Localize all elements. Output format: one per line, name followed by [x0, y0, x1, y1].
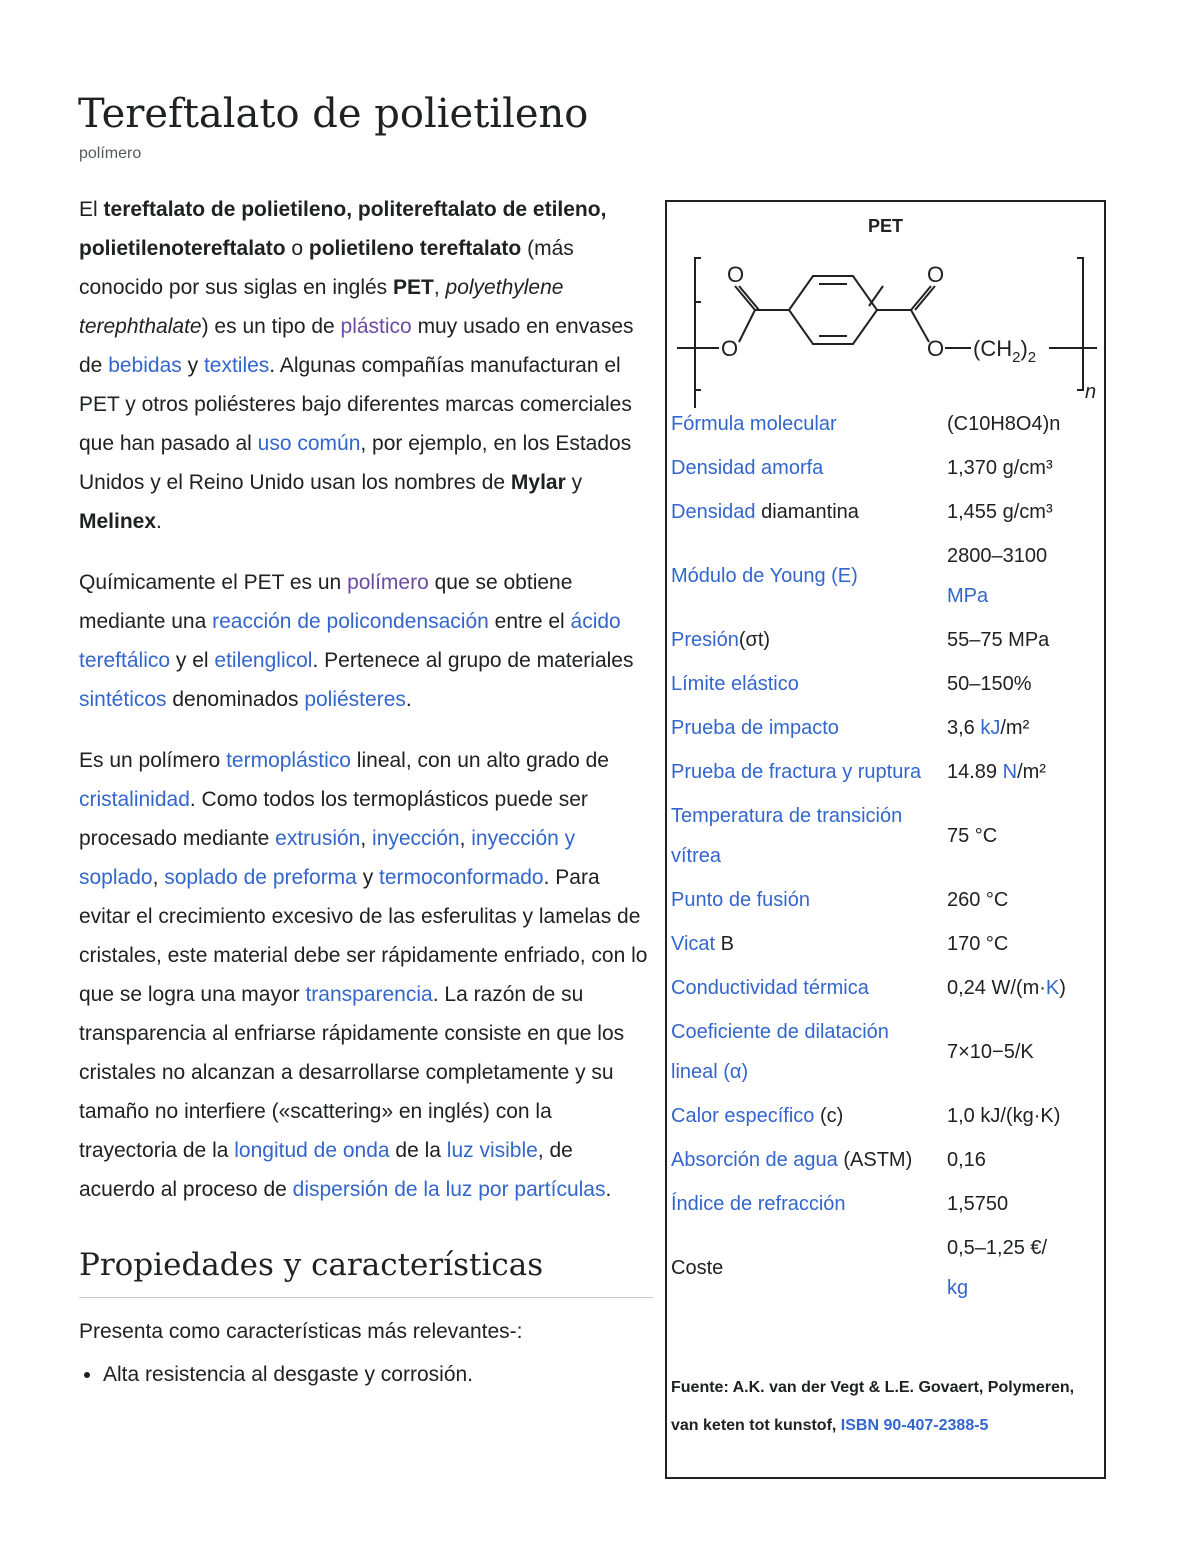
oxygen-top-right: O — [927, 262, 945, 287]
property-value: 50–150% — [947, 673, 1032, 695]
link-luz-visible[interactable]: luz visible — [446, 1139, 538, 1162]
property-row — [671, 706, 1101, 750]
link-cristalinidad[interactable]: cristalinidad — [79, 788, 190, 811]
page-subtitle: polímero — [79, 145, 142, 162]
link-bebidas[interactable]: bebidas — [108, 354, 182, 377]
oxygen-right: O — [927, 336, 945, 361]
link-inyeccion[interactable]: inyección — [372, 827, 460, 850]
property-row — [671, 966, 1101, 1010]
right-bracket — [1077, 258, 1083, 390]
property-label-link[interactable]: Calor específico — [671, 1105, 815, 1127]
property-label-link[interactable]: Límite elástico — [671, 673, 799, 695]
property-label — [671, 662, 947, 706]
property-row — [671, 1182, 1101, 1226]
properties-list — [79, 1355, 653, 1394]
link-reaccion-policondensacion[interactable]: reacción de policondensación — [212, 610, 489, 633]
property-value: 2800–3100 MPa — [947, 545, 1048, 607]
property-label — [671, 1010, 947, 1094]
pet-structure-diagram — [677, 248, 1097, 408]
intro-paragraph-3: Es un polímero termoplástico lineal, con un alto grado de cristalinidad. Como todos los termoplásticos puede ser procesado mediante extrusión, inyección, inyección y soplado, soplado de preforma y termoconformado. Para evitar el crecimiento excesivo de las esferulitas y lamelas de cristales, este material debe ser rápidamente enfriado, con lo que se logra una mayor transparencia. La razón de su transparencia al enfriarse rápidamente consiste en que los cristales no alcanzan a desarrollarse completamente y su tamaño no interfiere («scattering» en inglés) con la trayectoria de la longitud de onda de la luz visible, de acuerdo al proceso de dispersión de la luz por partículas. — [79, 749, 648, 1201]
ethylene-group: $(CH_2)_2$ — [973, 336, 1037, 366]
link-plastico[interactable]: plástico — [340, 315, 412, 338]
link-termoconformado[interactable]: termoconformado — [379, 866, 544, 889]
property-value: 1,455 g/cm³ — [947, 501, 1053, 523]
property-row — [671, 1010, 1101, 1094]
property-value-link[interactable]: kJ — [980, 717, 1001, 739]
property-value: 55–75 MPa — [947, 629, 1050, 651]
property-label: Calor específico (c) — [671, 1105, 844, 1127]
link-acido-tereftalico[interactable]: ácido tereftálico — [79, 610, 621, 672]
property-label-link[interactable]: Coeficiente de dilatación lineal (α) — [671, 1021, 889, 1083]
property-label-link[interactable]: Vicat — [671, 933, 716, 955]
property-row — [671, 750, 1101, 794]
property-value: (C10H8O4)n — [947, 413, 1061, 435]
property-row — [671, 446, 1101, 490]
link-inyeccion-soplado[interactable]: inyección y soplado — [79, 827, 576, 889]
property-row — [671, 878, 1101, 922]
property-label: Coste — [671, 1257, 724, 1279]
property-label: Absorción de agua (ASTM) — [671, 1149, 913, 1171]
property-value-link[interactable]: kg — [947, 1277, 969, 1299]
property-row — [671, 534, 1101, 618]
link-poliesteres[interactable]: poliésteres — [304, 688, 406, 711]
property-value-link[interactable]: MPa — [947, 585, 989, 607]
property-value: 7×10−5/K — [947, 1041, 1034, 1063]
property-value: 0,24 W/(m·K) — [947, 977, 1066, 999]
property-row — [671, 662, 1101, 706]
page-title: Tereftalato de polietileno — [78, 91, 589, 137]
property-value: 0,16 — [947, 1149, 986, 1171]
link-isbn[interactable]: ISBN 90-407-2388-5 — [840, 1417, 989, 1434]
property-label: Presión(σt) — [671, 629, 771, 651]
property-value: 1,0 kJ/(kg·K) — [947, 1105, 1061, 1127]
oxygen-left: O — [721, 336, 739, 361]
oxygen-top-left: O — [727, 262, 745, 287]
property-label-link[interactable]: Índice de refracción — [671, 1193, 846, 1215]
property-label — [671, 878, 947, 922]
property-label-link[interactable]: Fórmula molecular — [671, 413, 837, 435]
link-etilenglicol[interactable]: etilenglicol — [214, 649, 313, 672]
link-uso-comun[interactable]: uso común — [257, 432, 361, 455]
property-value-link[interactable]: K — [1045, 977, 1060, 999]
link-soplado-preforma[interactable]: soplado de preforma — [164, 866, 357, 889]
property-label — [671, 1182, 947, 1226]
property-label — [671, 706, 947, 750]
property-label-link[interactable]: Densidad amorfa — [671, 457, 824, 479]
property-row — [671, 1094, 1101, 1138]
property-row — [671, 794, 1101, 878]
property-row — [671, 402, 1101, 446]
article-body — [79, 190, 653, 1394]
property-label — [671, 750, 947, 794]
property-label — [671, 446, 947, 490]
property-label-link[interactable]: Conductividad térmica — [671, 977, 869, 999]
property-label — [671, 534, 947, 618]
property-value: 14.89 N/m² — [947, 761, 1046, 783]
link-extrusion[interactable]: extrusión — [275, 827, 361, 850]
link-sinteticos[interactable]: sintéticos — [79, 688, 167, 711]
link-termoplastico[interactable]: termoplástico — [226, 749, 351, 772]
properties-table — [671, 402, 1101, 1310]
repeat-unit-n: n — [1085, 381, 1097, 403]
property-value: 3,6 kJ/m² — [947, 717, 1030, 739]
property-value: 260 °C — [947, 889, 1009, 911]
property-value: 75 °C — [947, 825, 998, 847]
property-label-link[interactable]: Temperatura de transición vítrea — [671, 805, 903, 867]
link-transparencia[interactable]: transparencia — [305, 983, 433, 1006]
property-value: 0,5–1,25 €/ kg — [947, 1237, 1048, 1299]
property-value: 1,370 g/cm³ — [947, 457, 1053, 479]
property-label-link[interactable]: Prueba de impacto — [671, 717, 839, 739]
property-row — [671, 922, 1101, 966]
link-textiles[interactable]: textiles — [203, 354, 270, 377]
link-polimero[interactable]: polímero — [347, 571, 429, 594]
property-label-link[interactable]: Densidad — [671, 501, 756, 523]
link-dispersion-luz[interactable]: dispersión de la luz por partículas — [292, 1178, 606, 1201]
section-lead: Presenta como características más relevantes-: — [79, 1320, 523, 1343]
property-label-link[interactable]: Presión — [671, 629, 739, 651]
property-label-link[interactable]: Prueba de fractura y ruptura — [671, 761, 922, 783]
intro-paragraph-1: El tereftalato de polietileno, politereftalato de etileno, polietilenotereftalato o polietileno tereftalato (más conocido por sus siglas en inglés PET, polyethylene terephthalate) es un tipo de plástico muy usado en envases de bebidas y textiles. Algunas compañías manufacturan el PET y otros poliésteres bajo diferentes marcas comerciales que han pasado al uso común, por ejemplo, en los Estados Unidos y el Reino Unido usan los nombres de Mylar y Melinex. — [79, 198, 634, 533]
property-label — [671, 402, 947, 446]
infobox-source: Fuente: A.K. van der Vegt & L.E. Govaert, Polymeren, van keten tot kunstof, ISBN 90-407-2388-5 — [671, 1379, 1075, 1434]
property-label: Vicat B — [671, 933, 735, 955]
property-row — [671, 490, 1101, 534]
infobox — [665, 200, 1106, 1479]
property-label-link[interactable]: Absorción de agua — [671, 1149, 838, 1171]
property-label — [671, 794, 947, 878]
property-label-link[interactable]: Módulo de Young (E) — [671, 565, 858, 587]
property-value: 170 °C — [947, 933, 1009, 955]
property-row — [671, 1226, 1101, 1310]
section-heading-propiedades: Propiedades y características — [79, 1245, 653, 1298]
property-row — [671, 1138, 1101, 1182]
property-row — [671, 618, 1101, 662]
property-label-link[interactable]: Punto de fusión — [671, 889, 810, 911]
infobox-title: PET — [867, 216, 903, 236]
property-label: Densidad diamantina — [671, 501, 859, 523]
link-longitud-onda[interactable]: longitud de onda — [234, 1139, 390, 1162]
property-label — [671, 966, 947, 1010]
property-value: 1,5750 — [947, 1193, 1009, 1215]
list-item: • Alta resistencia al desgaste y corrosión. — [103, 1355, 653, 1394]
intro-paragraph-2: Químicamente el PET es un polímero que se obtiene mediante una reacción de policondensación entre el ácido tereftálico y el etilenglicol. Pertenece al grupo de materiales sintéticos denominados poliésteres. — [79, 571, 634, 711]
property-value-link[interactable]: N — [1002, 761, 1018, 783]
